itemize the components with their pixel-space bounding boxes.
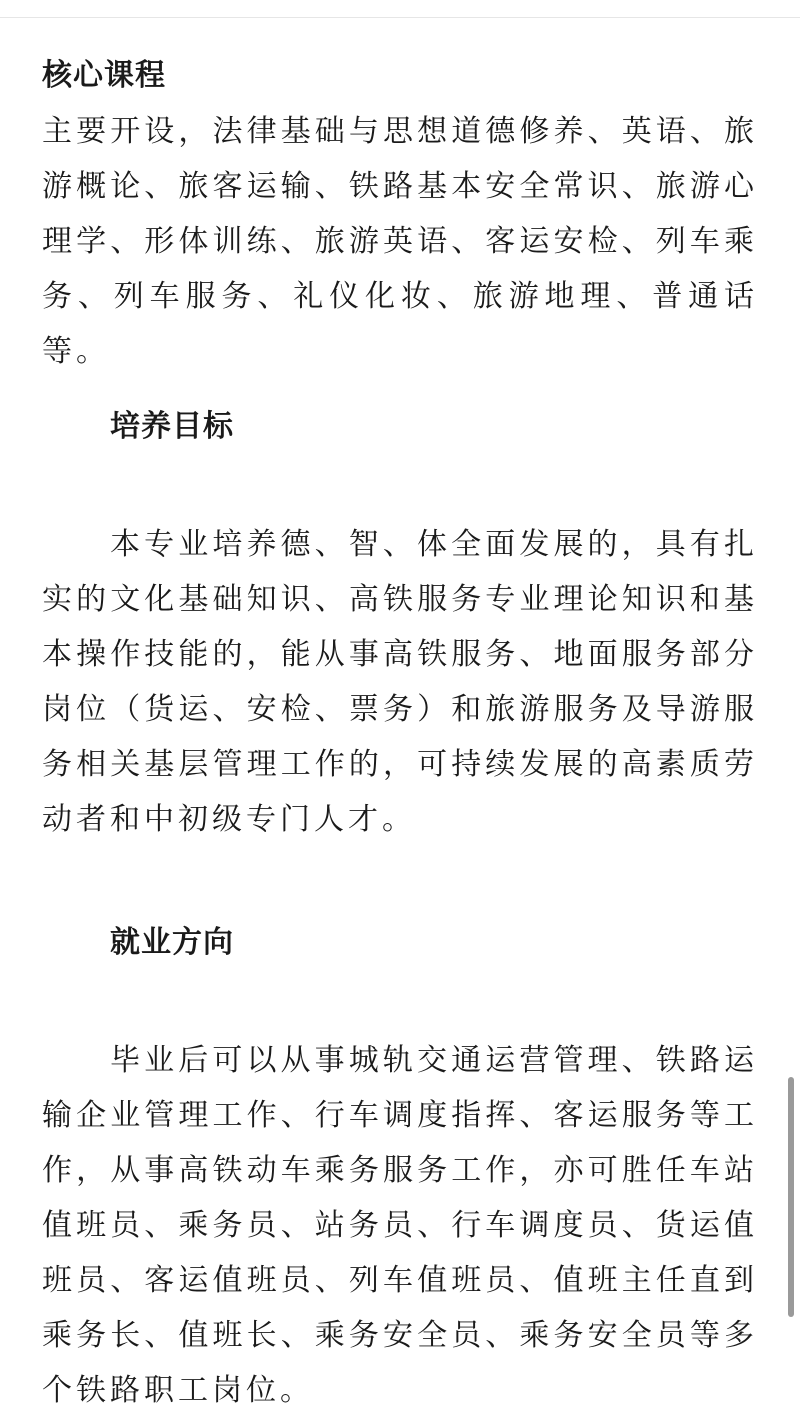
section-title-training-goals: 培养目标 bbox=[110, 409, 234, 444]
scrollbar-thumb[interactable] bbox=[788, 1077, 794, 1317]
section-body-training-goals: 本专业培养德、智、体全面发展的，具有扎实的文化基础知识、高铁服务专业理论知识和基本操作技能的，能从事高铁服务、地面服务部分岗位（货运、安检、票务）和旅游服务及导游服务相关基层管理工作的，可持续发展的高素质劳动者和中初级专门人才。 bbox=[42, 527, 758, 837]
section-body-employment: 毕业后可以从事城轨交通运营管理、铁路运输企业管理工作、行车调度指挥、客运服务等工作，从事高铁动车乘务服务工作，亦可胜任车站值班员、乘务员、站务员、行车调度员、货运值班员、客运值班员、列车值班员、值班主任直到乘务长、值班长、乘务安全员、乘务安全员等多个铁路职工岗位。 bbox=[42, 1043, 758, 1408]
section-title-employment: 就业方向 bbox=[110, 925, 234, 960]
top-divider bbox=[0, 17, 800, 18]
section-body-core-courses: 主要开设，法律基础与思想道德修养、英语、旅游概论、旅客运输、铁路基本安全常识、旅游心理学、形体训练、旅游英语、客运安检、列车乘务、列车服务、礼仪化妆、旅游地理、普通话等。 bbox=[42, 114, 758, 369]
article-content bbox=[42, 48, 758, 1418]
section-title-core-courses: 核心课程 bbox=[42, 58, 166, 93]
